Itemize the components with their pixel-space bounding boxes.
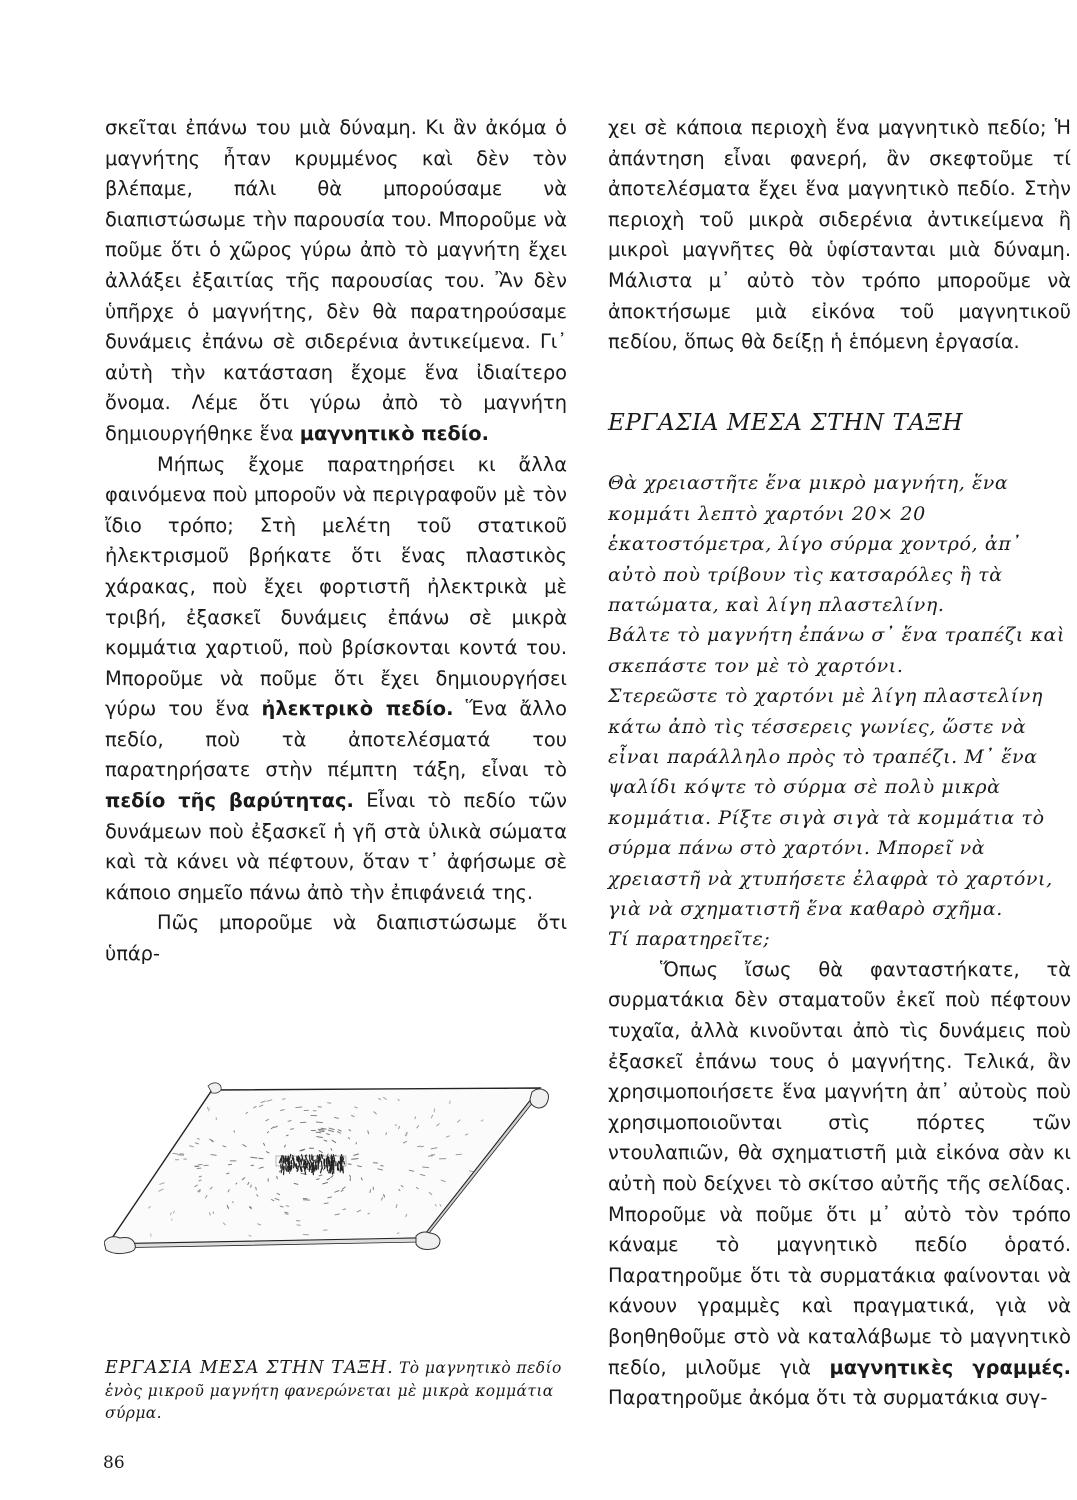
iron-filing	[328, 1158, 329, 1163]
iron-filing	[469, 1171, 473, 1172]
iron-filing	[324, 1203, 328, 1204]
bold-term: μαγνητικὲς γραμμές.	[829, 1355, 1072, 1379]
plasticine-lump	[416, 1232, 440, 1249]
iron-filing	[313, 1168, 314, 1175]
iron-filing	[256, 1187, 257, 1190]
iron-filing	[199, 1176, 201, 1177]
iron-filing	[456, 1154, 461, 1155]
iron-filing	[171, 1213, 172, 1215]
activity-question: Τί παρατηρεῖτε;	[608, 928, 771, 951]
iron-filing	[317, 1179, 320, 1180]
iron-filing	[213, 1212, 214, 1214]
iron-filing	[251, 1185, 252, 1187]
iron-filing	[285, 1214, 288, 1215]
iron-filing	[299, 1158, 300, 1163]
iron-filing	[296, 1107, 302, 1108]
iron-filing	[178, 1155, 184, 1156]
iron-filing	[434, 1109, 435, 1112]
iron-filing	[236, 1183, 237, 1184]
activity-step: Βάλτε τὸ μαγνήτη ἐπάνω σ᾽ ἕνα τραπέζι καὶ σκεπάστε τον μὲ τὸ χαρτόνι.	[608, 624, 1066, 677]
caption-heading: ΕΡΓΑΣΙΑ ΜΕΣΑ ΣΤΗΝ ΤΑΞΗ.	[105, 1358, 394, 1378]
iron-filing	[285, 1212, 289, 1213]
paragraph-text: Παρατηροῦμε ἀκόμα ὅτι τὰ συρματάκια συγ-	[608, 1386, 1048, 1410]
paragraph	[105, 113, 567, 450]
iron-filing	[301, 1159, 302, 1165]
iron-filing	[421, 1146, 423, 1147]
paragraph: χει σὲ κάποια περιοχὴ ἕνα μαγνητικὸ πεδίο; Ἡ ἀπάντηση εἶναι φανερή, ἂν σκεφτοῦμε τί ἀποτελέσματα ἔχει ἕνα μαγνητικὸ πεδίο. Στὴν περιοχὴ τοῦ μικρὰ σιδερένια ἀντικείμενα ἢ μικροὶ μαγνῆτες θὰ ὑφίστανται μιὰ δύναμη. Μάλιστα μ᾽ αὐτὸ τὸν τρόπο μποροῦμε νὰ ἀποκτήσωμε μιὰ εἰκόνα τοῦ μαγνητικοῦ πεδίου, ὅπως θὰ δείξῃ ἡ ἑπόμενη ἐργασία.	[608, 116, 1071, 354]
iron-filing	[435, 1205, 436, 1206]
iron-filing	[211, 1155, 216, 1156]
iron-filing	[352, 1159, 358, 1160]
activity-step: Θὰ χρειαστῆτε ἕνα μικρὸ μαγνήτη, ἕνα κομμάτι λεπτὸ χαρτόνι 20× 20 ἑκατοστόμετρα, λίγο σύρμα χοντρό, ἀπ᾽ αὐτὸ ποὺ τρίβουν τὶς κατσαρόλες ἢ τὰ πατώματα, καὶ λίγη πλαστελίνη.	[608, 472, 1022, 616]
caption-text: Τὸ μαγνητικὸ πεδίο ἑνὸς μικροῦ μαγνήτη φανερώνεται μὲ μικρὰ κομμάτια σύρμα.	[105, 1359, 562, 1422]
right-column	[608, 113, 1071, 1414]
iron-filing	[368, 1131, 369, 1134]
plasticine-lump	[104, 1237, 135, 1254]
iron-filing	[316, 1122, 322, 1123]
paragraph-text: σκεῖται ἐπάνω του μιὰ δύναμη. Κι ἂν ἀκόμα ὁ μαγνήτης ἦταν κρυμμένος καὶ δὲν τὸν βλέπαμε, πάλι θὰ μπορούσαμε νὰ διαπιστώσωμε τὴν παρουσία του. Μποροῦμε νὰ ποῦμε ὅτι ὁ χῶρος γύρω ἀπὸ τὸ μαγνήτη ἔχει ἀλλάξει ἐξαιτίας τῆς παρουσίας του. Ἂν δὲν ὑπῆρχε ὁ μαγνήτης, δὲν θὰ παρατηρούσαμε δυνάμεις ἐπάνω σὲ σιδερένια ἀντικείμενα. Γι᾽ αὐτὴ τὴν κατάσταση ἔχομε ἕνα ἰδιαίτερο ὄνομα. Λέμε ὅτι γύρω ἀπὸ τὸ μαγνήτη δημιουργήθηκε ἕνα	[105, 116, 567, 445]
magnetic-field-illustration	[104, 1080, 560, 1260]
iron-filing	[210, 1213, 211, 1215]
iron-filing	[284, 1167, 285, 1175]
iron-filing	[386, 1133, 387, 1135]
section-heading: ΕΡΓΑΣΙΑ ΜΕΣΑ ΣΤΗΝ ΤΑΞΗ	[608, 409, 964, 436]
figure-caption	[105, 1357, 571, 1425]
iron-filing	[348, 1164, 351, 1165]
iron-filing	[209, 1108, 210, 1111]
iron-filing	[305, 1162, 306, 1165]
bold-term: μαγνητικὸ πεδίο.	[299, 421, 489, 445]
paragraph	[608, 955, 1071, 1414]
bold-term: πεδίο τῆς βαρύτητας.	[105, 789, 354, 813]
iron-filing	[234, 1131, 235, 1132]
iron-filing	[251, 1157, 257, 1158]
page-number: 86	[103, 1453, 125, 1473]
paragraph-text: Ἕνα ἄλλο πεδίο, ποὺ τὰ ἀποτελέσματά του παρατηρήσατε στὴν πέμπτη τάξη, εἶναι τὸ	[105, 697, 567, 782]
paragraph: Πῶς μποροῦμε νὰ διαπιστώσωμε ὅτι ὑπάρ-	[105, 911, 567, 966]
activity-instructions	[608, 468, 1071, 955]
bold-term: ἠλεκτρικὸ πεδίο.	[261, 697, 454, 721]
iron-filing	[197, 1168, 201, 1169]
plasticine-lump	[530, 1089, 549, 1108]
iron-filing	[286, 1167, 287, 1171]
paragraph	[105, 450, 567, 909]
iron-filing	[286, 1206, 289, 1207]
paragraph-text: Ὅπως ἴσως θὰ φανταστήκατε, τὰ συρματάκια δὲν σταματοῦν ἐκεῖ ποὺ πέφτουν τυχαῖα, ἀλλὰ κινοῦνται ἀπὸ τὶς δυνάμεις ποὺ ἐξασκεῖ ἐπάνω τους ὁ μαγνήτης. Τελικά, ἂν χρησιμοποιήσετε ἕνα μαγνήτη ἀπ᾽ αὐτοὺς ποὺ χρησιμοποιοῦνται στὶς πόρτες τῶν ντουλαπιῶν, θὰ σχηματιστῆ μιὰ εἰκόνα σὰν κι αὐτὴ ποὺ δείχνει τὸ σκίτσο αὐτῆς τῆς σελίδας. Μποροῦμε νὰ ποῦμε ὅτι μ᾽ αὐτὸ τὸν τρόπο κάναμε τὸ μαγνητικὸ πεδίο ὁρατό. Παρατηροῦμε ὅτι τὰ συρματάκια φαίνονται νὰ κάνουν γραμμὲς καὶ πραγματικά, γιὰ νὰ βοηθηθοῦμε στὸ νὰ καταλάβωμε τὸ μαγνητικὸ πεδίο, μιλοῦμε γιὰ	[608, 957, 1071, 1379]
iron-filing	[173, 1153, 177, 1154]
iron-filing	[370, 1190, 371, 1193]
iron-filing	[288, 1121, 291, 1122]
iron-filing	[294, 1162, 295, 1168]
iron-filing	[350, 1175, 351, 1177]
activity-step: Στερεῶστε τὸ χαρτόνι μὲ λίγη πλαστελίνη κάτω ἀπὸ τὶς τέσσερεις γωνίες, ὥστε νὰ εἶναι παράλληλο πρὸς τὸ τραπέζι. Μ᾽ ἕνα ψαλίδι κόψτε τὸ σύρμα σὲ πολὺ μικρὰ κομμάτια. Ρίξτε σιγὰ σιγὰ τὰ κομμάτια τὸ σύρμα πάνω στὸ χαρτόνι. Μπορεῖ νὰ χρειαστῆ νὰ χτυπήσετε ἐλαφρὰ τὸ χαρτόνι, γιὰ νὰ σχηματιστῆ ἕνα καθαρὸ σχῆμα.	[608, 685, 1053, 921]
plasticine-lump	[208, 1083, 221, 1093]
left-column	[105, 113, 567, 970]
iron-filing	[418, 1146, 421, 1147]
iron-filing	[321, 1161, 322, 1168]
iron-filing	[291, 1129, 294, 1130]
iron-filing	[423, 1167, 429, 1168]
iron-filing	[349, 1138, 350, 1139]
iron-filing	[316, 1132, 320, 1133]
iron-filing	[344, 1161, 345, 1164]
paragraph-text: Εἶναι τὸ πεδίο τῶν δυνάμεων ποὺ ἐξασκεῖ ἡ γῆ στὰ ὑλικὰ σώματα καὶ τὰ κάνει νὰ πέφτουν, ὅταν τ᾽ ἀφήσωμε σὲ κάποιο σημεῖο πάνω ἀπὸ τὴν ἐπιφάνειά της.	[105, 789, 568, 904]
paragraph-text: Μήπως ἔχομε παρατηρήσει κι ἄλλα φαινόμενα ποὺ μποροῦν νὰ περιγραφοῦν μὲ τὸν ἴδιο τρόπο; Στὴ μελέτη τοῦ στατικοῦ ἠλεκτρισμοῦ βρήκατε ὅτι ἕνας πλαστικὸς χάρακας, ποὺ ἔχει φορτιστῆ ἠλεκτρικὰ μὲ τριβή, ἐξασκεῖ δυνάμεις ἐπάνω σὲ μικρὰ κομμάτια χαρτιοῦ, ποὺ βρίσκονται κοντά του. Μποροῦμε νὰ ποῦμε ὅτι ἔχει δημιουργήσει γύρω του ἕνα	[105, 452, 567, 721]
